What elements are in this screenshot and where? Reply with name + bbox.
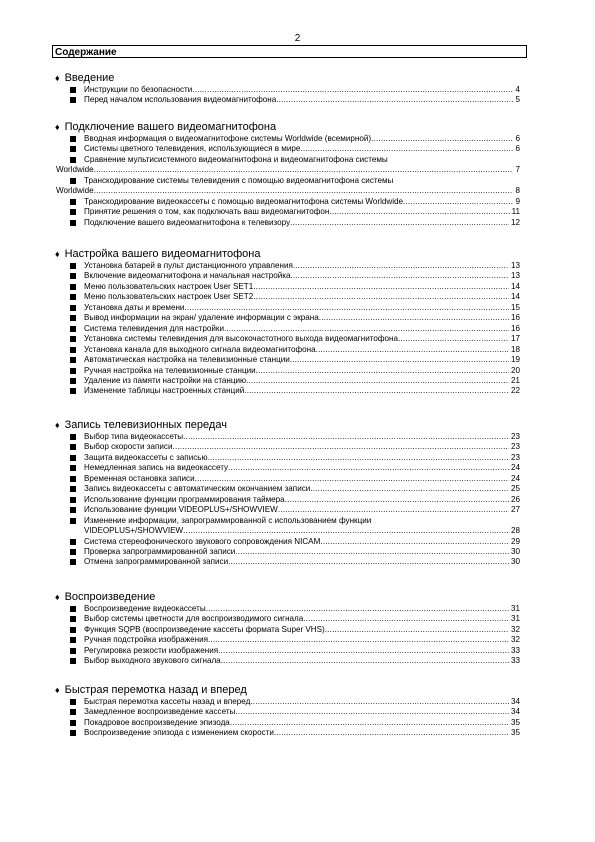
entry-page-number: 31 <box>510 614 520 624</box>
dot-leader <box>293 261 509 271</box>
entry-page-number: 6 <box>515 144 520 154</box>
entry-text: Использование функции VIDEOPLUS+/SHOWVIEW <box>84 505 278 515</box>
square-bullet-icon <box>70 347 76 353</box>
toc-entry <box>55 625 520 635</box>
entry-page-number: 35 <box>510 717 520 727</box>
toc-entry <box>55 218 520 228</box>
square-bullet-icon <box>70 315 76 321</box>
entry-page-number: 19 <box>510 355 520 365</box>
dot-leader <box>228 463 509 473</box>
entry-text: Автоматическая настройка на телевизионные станции <box>84 355 290 365</box>
entry-page-number: 15 <box>510 302 520 312</box>
entry-page-number: 23 <box>510 442 520 452</box>
entry-page-number: 5 <box>515 95 520 105</box>
square-bullet-icon <box>70 720 76 726</box>
square-bullet-icon <box>70 220 76 226</box>
toc-entry <box>55 261 520 271</box>
entry-page-number: 32 <box>510 635 520 645</box>
toc-entry <box>55 614 520 624</box>
square-bullet-icon <box>70 648 76 654</box>
square-bullet-icon <box>70 549 76 555</box>
dot-leader <box>228 557 509 567</box>
toc-entry <box>55 484 520 494</box>
entry-page-number: 7 <box>515 165 520 175</box>
page-number: 2 <box>294 33 301 44</box>
dot-leader <box>274 728 509 738</box>
toc-entry <box>55 453 520 463</box>
section-title-text: Подключение вашего видеомагнитофона <box>64 121 277 133</box>
entry-text: Защита видеокассеты с записью <box>84 452 208 462</box>
toc-entry <box>55 376 520 386</box>
section-title <box>55 72 520 85</box>
entry-text: Замедленное воспроизведение кассеты <box>84 707 236 717</box>
square-bullet-icon <box>70 444 76 450</box>
entry-page-number: 32 <box>510 624 520 634</box>
square-bullet-icon <box>70 455 76 461</box>
dot-leader <box>218 646 509 656</box>
toc-entry <box>55 144 520 154</box>
toc-entry <box>55 697 520 707</box>
entry-text: Проверка запрограммированной записи <box>84 546 236 556</box>
entry-page-number: 11 <box>511 207 520 217</box>
entry-text: Выбор системы цветности для воспроизводимого сигнала <box>84 614 304 624</box>
dot-leader <box>250 697 509 707</box>
entry-text: Меню пользовательских настроек User SET1 <box>84 281 254 291</box>
square-bullet-icon <box>70 87 76 93</box>
entry-page-number: 14 <box>510 292 520 302</box>
square-bullet-icon <box>70 497 76 503</box>
entry-page-number: 34 <box>510 707 520 717</box>
dot-leader <box>403 197 513 207</box>
entry-page-number: 4 <box>515 85 520 94</box>
entry-page-number: 14 <box>510 281 520 291</box>
toc-entry <box>55 355 520 365</box>
entry-page-number: 12 <box>510 217 520 227</box>
entry-text: Система стереофонического звукового сопровождения NICAM <box>84 536 321 546</box>
section-title <box>55 419 520 432</box>
toc-entry <box>55 474 520 484</box>
toc-entry <box>55 707 520 717</box>
square-bullet-icon <box>70 709 76 715</box>
dot-leader <box>320 537 509 547</box>
toc-entry <box>55 292 520 302</box>
dot-leader <box>319 313 509 323</box>
toc-entry <box>55 442 520 452</box>
entry-text: Ручная подстройка изображения <box>84 635 209 645</box>
dot-leader <box>183 432 509 442</box>
dot-leader <box>290 355 509 365</box>
entry-text: Регулировка резкости изображения <box>84 645 219 655</box>
toc-section <box>55 72 520 106</box>
entry-text-continued: VIDEOPLUS+/SHOWVIEW <box>84 526 184 536</box>
dot-leader <box>300 144 513 154</box>
dot-leader <box>206 604 509 614</box>
entry-text: Выбор типа видеокассеты <box>84 432 184 441</box>
entry-text: Подключение вашего видеомагнитофона к телевизору <box>84 217 291 227</box>
entry-text: Установка канала для выходного сигнала видеомагнитофона <box>84 344 316 354</box>
toc-entry <box>55 155 520 176</box>
entry-page-number: 33 <box>510 656 520 666</box>
dot-leader <box>398 334 509 344</box>
square-bullet-icon <box>70 178 76 184</box>
dot-leader <box>184 303 509 313</box>
entry-text: Временная остановка записи <box>84 473 195 483</box>
entry-page-number: 9 <box>515 196 520 206</box>
square-bullet-icon <box>70 637 76 643</box>
entry-text: Использование функции программирования таймера <box>84 494 285 504</box>
entry-page-number: 23 <box>510 432 520 441</box>
toc-entry <box>55 516 520 537</box>
dot-leader <box>303 614 509 624</box>
entry-page-number: 18 <box>510 344 520 354</box>
entry-page-number: 16 <box>510 313 520 323</box>
entry-page-number: 23 <box>510 452 520 462</box>
section-title-text: Запись телевизионных передач <box>64 419 227 431</box>
section-title <box>55 248 520 261</box>
toc-title: Содержание <box>52 45 527 58</box>
entry-text-continued: Worldwide <box>56 186 94 196</box>
entry-page-number: 22 <box>510 386 520 396</box>
entry-text: Перед началом использования видеомагнитофона <box>84 95 277 105</box>
square-bullet-icon <box>70 730 76 736</box>
entry-page-number: 34 <box>510 697 520 706</box>
entry-page-number: 25 <box>510 484 520 494</box>
square-bullet-icon <box>70 658 76 664</box>
dot-leader <box>195 474 509 484</box>
entry-page-number: 26 <box>510 494 520 504</box>
entry-page-number: 28 <box>510 526 520 536</box>
square-bullet-icon <box>70 699 76 705</box>
toc-entry <box>55 271 520 281</box>
entry-text: Включение видеомагнитофона и начальная настройка <box>84 271 291 281</box>
entry-text: Система телевидения для настройки <box>84 323 224 333</box>
toc-entry <box>55 176 520 197</box>
toc-entry <box>55 366 520 376</box>
square-bullet-icon <box>70 434 76 440</box>
square-bullet-icon <box>70 97 76 103</box>
entry-text: Принятие решения о том, как подключать ваш видеомагнитофон <box>84 207 330 217</box>
entry-page-number: 8 <box>515 186 520 196</box>
section-title <box>55 591 520 604</box>
dot-leader <box>325 625 509 635</box>
diamond-bullet-icon: ♦ <box>55 592 60 602</box>
dot-leader <box>278 505 509 515</box>
dot-leader <box>230 718 509 728</box>
entry-page-number: 13 <box>510 271 520 281</box>
dot-leader <box>224 324 509 334</box>
square-bullet-icon <box>70 136 76 142</box>
entry-page-number: 31 <box>510 604 520 613</box>
dot-leader <box>173 442 509 452</box>
toc-section <box>55 591 520 667</box>
square-bullet-icon <box>70 294 76 300</box>
dot-leader <box>221 656 509 666</box>
square-bullet-icon <box>70 486 76 492</box>
toc-entry <box>55 656 520 666</box>
square-bullet-icon <box>70 606 76 612</box>
entry-text: Вводная информация о видеомагнитофоне системы Worldwide (всемирной) <box>84 134 372 143</box>
entry-text: Немедленная запись на видеокассету <box>84 463 229 473</box>
toc-entry <box>55 505 520 515</box>
entry-text: Воспроизведение эпизода с изменением скорости <box>84 728 274 738</box>
toc-section <box>55 248 520 397</box>
toc-entry <box>55 197 520 207</box>
square-bullet-icon <box>70 326 76 332</box>
toc-entry <box>55 334 520 344</box>
entry-page-number: 24 <box>510 463 520 473</box>
toc-section <box>55 684 520 739</box>
section-title-text: Введение <box>64 72 115 84</box>
entry-page-number: 17 <box>510 334 520 344</box>
entry-page-number: 30 <box>510 546 520 556</box>
square-bullet-icon <box>70 336 76 342</box>
toc-entry <box>55 282 520 292</box>
diamond-bullet-icon: ♦ <box>55 420 60 430</box>
entry-text: Изменение таблицы настроенных станций <box>84 386 245 396</box>
toc-entry <box>55 728 520 738</box>
square-bullet-icon <box>70 199 76 205</box>
entry-page-number: 24 <box>510 473 520 483</box>
toc-entry <box>55 324 520 334</box>
entry-page-number: 16 <box>510 323 520 333</box>
toc-section <box>55 419 520 568</box>
dot-leader <box>235 547 509 557</box>
dot-leader <box>310 484 509 494</box>
dot-leader <box>256 366 509 376</box>
toc-entry <box>55 463 520 473</box>
entry-text: Сравнение мультисистемного видеомагнитофона и видеомагнитофона системы <box>84 154 388 164</box>
square-bullet-icon <box>70 465 76 471</box>
entry-text: Ручная настройка на телевизионные станции <box>84 365 256 375</box>
entry-text: Воспроизведение видеокассеты <box>84 604 206 613</box>
entry-text: Быстрая перемотка кассеты назад и вперед <box>84 697 251 706</box>
dot-leader <box>246 376 509 386</box>
square-bullet-icon <box>70 378 76 384</box>
section-title <box>55 684 520 697</box>
square-bullet-icon <box>70 305 76 311</box>
entry-text: Покадровое воспроизведение эпизода <box>84 717 230 727</box>
diamond-bullet-icon: ♦ <box>55 122 60 132</box>
square-bullet-icon <box>70 263 76 269</box>
dot-leader <box>285 495 509 505</box>
square-bullet-icon <box>70 388 76 394</box>
entry-text: Выбор скорости записи <box>84 442 173 452</box>
toc-entry <box>55 495 520 505</box>
square-bullet-icon <box>70 476 76 482</box>
square-bullet-icon <box>70 616 76 622</box>
entry-page-number: 13 <box>510 261 520 270</box>
entry-text: Запись видеокассеты с автоматическим окончанием записи <box>84 484 311 494</box>
toc-entry <box>55 557 520 567</box>
dot-leader <box>244 386 509 396</box>
entry-text: Удаление из памяти настройки на станцию <box>84 375 247 385</box>
toc-entry <box>55 537 520 547</box>
square-bullet-icon <box>70 368 76 374</box>
dot-leader <box>192 85 513 95</box>
dot-leader <box>316 345 509 355</box>
toc-section <box>55 121 520 228</box>
entry-text: Транскодирование системы телевидения с помощью видеомагнитофона системы <box>84 175 394 185</box>
entry-text: Функция SQPB (воспроизведение кассеты формата Super VHS) <box>84 624 325 634</box>
entry-text: Транскодирование видеокассеты с помощью видеомагнитофона системы Worldwide <box>84 196 404 206</box>
dot-leader <box>290 271 509 281</box>
toc-entry <box>55 313 520 323</box>
diamond-bullet-icon: ♦ <box>55 685 60 695</box>
toc-entry <box>55 604 520 614</box>
toc-entry <box>55 303 520 313</box>
square-bullet-icon <box>70 357 76 363</box>
entry-page-number: 27 <box>510 505 520 515</box>
entry-page-number: 6 <box>515 134 520 143</box>
toc-entry <box>55 635 520 645</box>
dot-leader <box>235 707 509 717</box>
toc-entry <box>55 646 520 656</box>
entry-text-continued: Worldwide <box>56 165 94 175</box>
diamond-bullet-icon: ♦ <box>55 249 60 259</box>
toc-entry <box>55 432 520 442</box>
section-title-text: Настройка вашего видеомагнитофона <box>64 248 261 260</box>
entry-page-number: 33 <box>510 645 520 655</box>
dot-leader <box>253 282 509 292</box>
dot-leader <box>253 292 509 302</box>
entry-text: Установка батарей в пульт дистанционного управления <box>84 261 293 270</box>
entry-page-number: 21 <box>510 375 520 385</box>
entry-text: Инструкции по безопасности <box>84 85 193 94</box>
square-bullet-icon <box>70 146 76 152</box>
square-bullet-icon <box>70 559 76 565</box>
entry-page-number: 30 <box>510 557 520 567</box>
square-bullet-icon <box>70 518 76 524</box>
entry-text: Установка системы телевидения для высокочастотного выхода видеомагнитофона <box>84 334 398 344</box>
square-bullet-icon <box>70 627 76 633</box>
entry-page-number: 35 <box>510 728 520 738</box>
entry-text: Меню пользовательских настроек User SET2 <box>84 292 254 302</box>
entry-page-number: 20 <box>510 365 520 375</box>
toc-entry <box>55 85 520 95</box>
square-bullet-icon <box>70 507 76 513</box>
dot-leader <box>94 186 514 196</box>
entry-text: Выбор выходного звукового сигнала <box>84 656 221 666</box>
entry-text: Отмена запрограммированной записи <box>84 557 229 567</box>
square-bullet-icon <box>70 209 76 215</box>
dot-leader <box>371 134 513 144</box>
dot-leader <box>208 635 509 645</box>
entry-text: Установка даты и времени <box>84 302 185 312</box>
dot-leader <box>329 207 509 217</box>
toc-entry <box>55 345 520 355</box>
section-title <box>55 121 520 134</box>
square-bullet-icon <box>70 157 76 163</box>
section-title-text: Быстрая перемотка назад и вперед <box>64 684 247 696</box>
square-bullet-icon <box>70 273 76 279</box>
toc-entry <box>55 207 520 217</box>
dot-leader <box>94 165 514 175</box>
dot-leader <box>208 453 509 463</box>
toc-entry <box>55 386 520 396</box>
toc-entry <box>55 718 520 728</box>
entry-text: Изменение информации, запрограммированной с использованием функции <box>84 515 372 525</box>
section-title-text: Воспроизведение <box>64 591 156 603</box>
toc-entry <box>55 134 520 144</box>
entry-text: Системы цветного телевидения, использующиеся в мире <box>84 144 301 154</box>
toc-entry <box>55 95 520 105</box>
square-bullet-icon <box>70 284 76 290</box>
toc-entry <box>55 547 520 557</box>
dot-leader <box>290 218 509 228</box>
square-bullet-icon <box>70 539 76 545</box>
entry-page-number: 29 <box>510 536 520 546</box>
diamond-bullet-icon: ♦ <box>55 73 60 83</box>
dot-leader <box>183 526 509 536</box>
entry-text: Вывод информации на экран/ удаление информации с экрана <box>84 313 319 323</box>
dot-leader <box>276 95 513 105</box>
